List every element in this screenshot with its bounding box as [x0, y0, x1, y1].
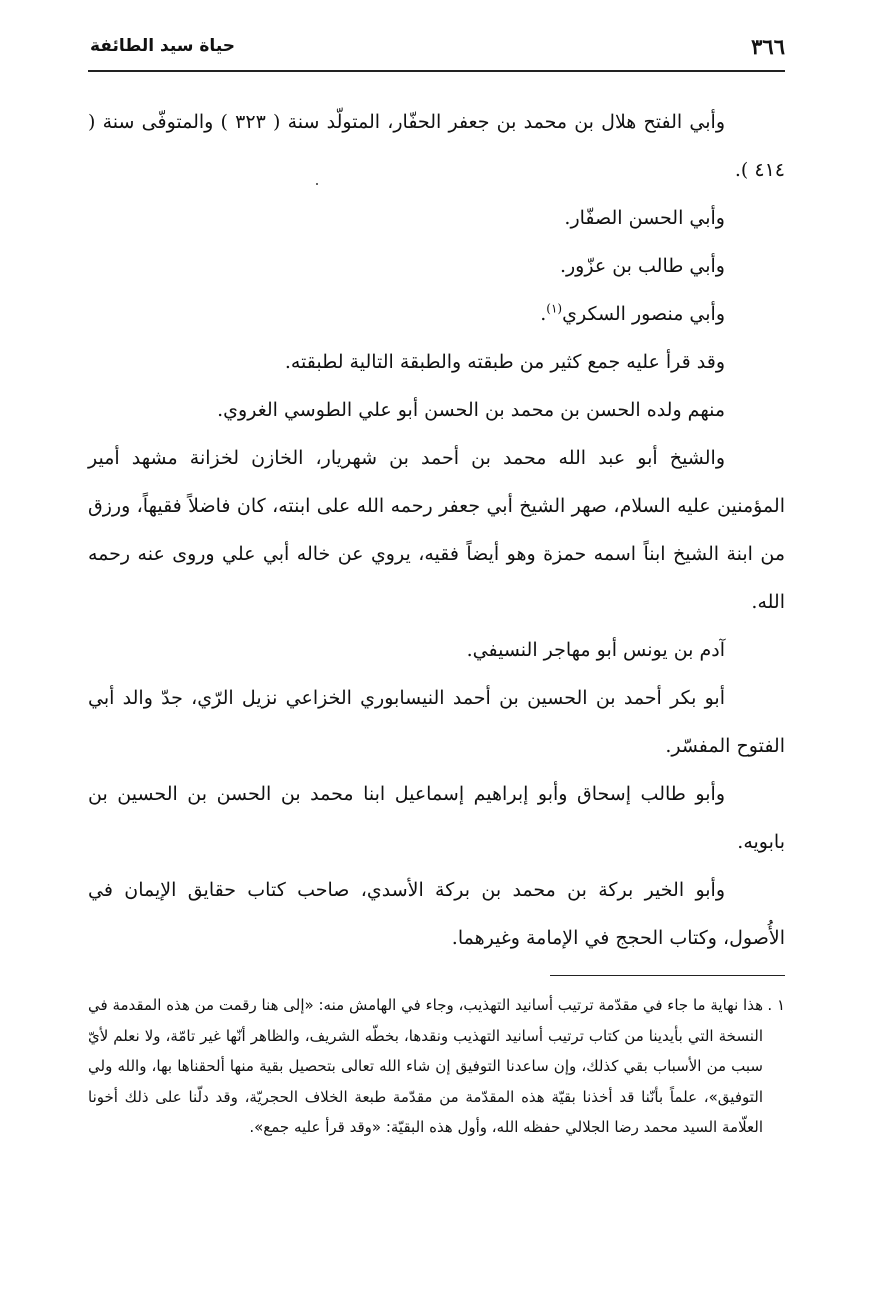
- paragraph-text: وأبي منصور السكري: [562, 303, 725, 325]
- paragraph: وأبي الفتح هلال بن محمد بن جعفر الحفّار، المتولّد سنة ( ٣٢٣ ) والمتوفّى سنة ( ٤١٤ ).: [88, 111, 785, 181]
- footnote-separator: [550, 975, 785, 976]
- paragraph-end: .: [540, 303, 547, 325]
- running-title: حياة سيد الطائفة: [90, 36, 236, 56]
- paragraph: وقد قرأ عليه جمع كثير من طبقته والطبقة التالية لطبقته.: [284, 351, 725, 373]
- paragraph: وأبي طالب بن عزّور.: [559, 255, 725, 277]
- footnote-number: ١ .: [767, 996, 785, 1014]
- footnote-text: هذا نهاية ما جاء في مقدّمة ترتيب أسانيد التهذيب، وجاء في الهامش منه: «إلى هنا رقمت من هذه المقدمة في النسخة التي بأيدينا من كتاب ترتيب أسانيد التهذيب ونقدها، بخطّه الشريف، والظاهر أنّها غير تامّة، ولا نعلم لأيّ سبب من الأسباب بقي كذلك، وإن ساعدنا التوفيق إن شاء الله تعالى بتحصيل بقية منها ألحقناها بها، والله ولي التوفيق»، علماً بأنّنا قد أخذنا بقيّة هذه المقدّمة من مقدّمة طبعة الخلاف الحجريّة، وقد دلّنا على ذلك أخونا العلّامة السيد محمد رضا الجلالي حفظه الله، وأول هذه البقيّة: «وقد قرأ عليه جمع».: [88, 996, 763, 1136]
- footnote: [88, 990, 785, 1143]
- main-text: [88, 98, 785, 962]
- paragraph: آدم بن يونس أبو مهاجر النسيفي.: [466, 639, 725, 661]
- paragraph: وأبو الخير بركة بن محمد بن بركة الأسدي، صاحب كتاب حقايق الإيمان في الأُصول، وكتاب الحجج في الإمامة وغيرهما.: [88, 879, 785, 949]
- paragraph: والشيخ أبو عبد الله محمد بن أحمد بن شهريار، الخازن لخزانة مشهد أمير المؤمنين عليه السلام، صهر الشيخ أبي جعفر رحمه الله على ابنته، كان فاضلاً فقيهاً، ورزق من ابنة الشيخ ابناً اسمه حمزة وهو أيضاً فقيه، يروي عن خاله أبي علي وروى عنه رحمه الله.: [88, 447, 785, 613]
- paragraph: وأبي الحسن الصفّار.: [564, 207, 725, 229]
- paragraph: وأبو طالب إسحاق وأبو إبراهيم إسماعيل ابنا محمد بن الحسن بن الحسين بن بابويه.: [88, 783, 785, 853]
- page-number: ٣٦٦: [751, 34, 785, 59]
- paragraph: منهم ولده الحسن بن محمد بن الحسن أبو علي الطوسي الغروي.: [217, 399, 725, 421]
- page-header: [88, 30, 785, 72]
- footnotes: [88, 990, 785, 1143]
- paragraph: [88, 290, 785, 338]
- paragraph: أبو بكر أحمد بن الحسين بن أحمد النيسابوري الخزاعي نزيل الرّي، جدّ والد أبي الفتوح المفسّر.: [88, 687, 785, 757]
- footnote-reference: (١): [546, 301, 563, 316]
